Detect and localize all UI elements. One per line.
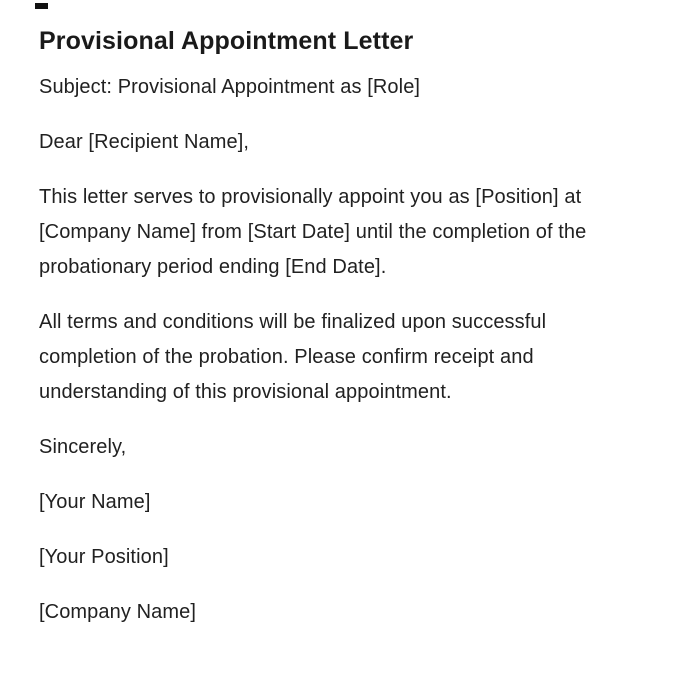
salutation-text: Dear [Recipient Name],: [39, 131, 250, 153]
signature-name-text: [Your Name]: [39, 491, 151, 513]
signature-company: [39, 595, 660, 630]
signature-position-text: [Your Position]: [39, 546, 169, 568]
body-paragraph-2-line-3: understanding of this provisional appointment.: [39, 381, 452, 403]
salutation: [39, 125, 660, 160]
body-paragraph-2-line-1: All terms and conditions will be finalized upon successful: [39, 311, 547, 333]
body-paragraph-1: [39, 180, 660, 285]
body-paragraph-1-line-2: [Company Name] from [Start Date] until the completion of the: [39, 221, 587, 243]
closing-text: Sincerely,: [39, 436, 127, 458]
body-paragraph-2: [39, 305, 660, 410]
body-paragraph-1-line-3: probationary period ending [End Date].: [39, 256, 387, 278]
body-paragraph-2-line-2: completion of the probation. Please confirm receipt and: [39, 346, 534, 368]
stray-mark: [35, 3, 48, 9]
subject-line: [39, 70, 660, 105]
signature-company-text: [Company Name]: [39, 601, 197, 623]
page-title: Provisional Appointment Letter: [39, 27, 414, 55]
signature-name: [39, 485, 660, 520]
body-paragraph-1-line-1: This letter serves to provisionally appoint you as [Position] at: [39, 186, 582, 208]
subject-line-text: Subject: Provisional Appointment as [Role]: [39, 76, 421, 98]
closing: [39, 430, 660, 465]
signature-position: [39, 540, 660, 575]
